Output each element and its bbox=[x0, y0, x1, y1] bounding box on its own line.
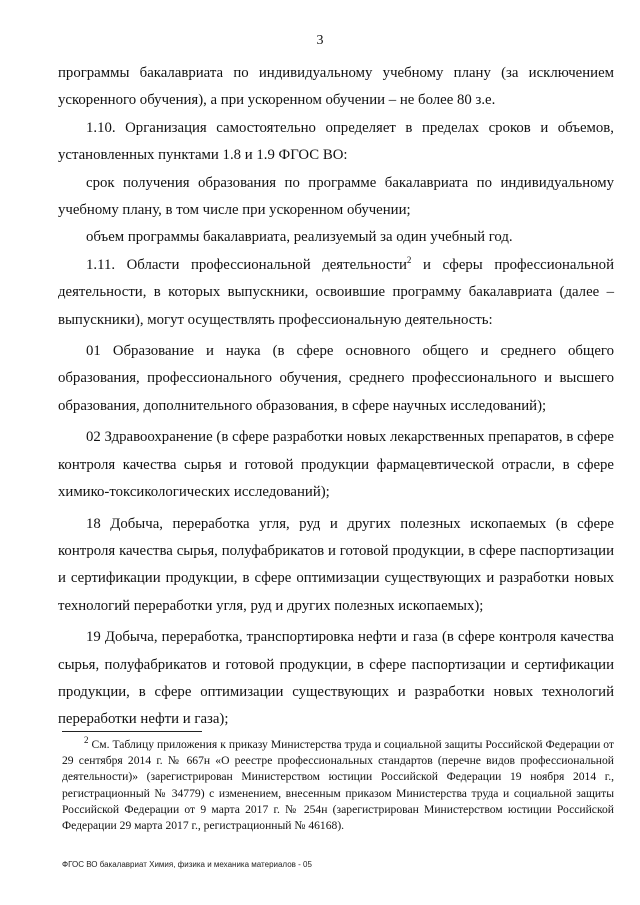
footnote-text: См. Таблицу приложения к приказу Министерства труда и социальной защиты Российской Федерации от 29 сентября 2014 г. № 667н «О реестре профессиональных стандартов (перечне видов профессиональной деятельности)» (зарегистрирован Министерством юстиции Российской Федерации 19 ноября 2014 г., регистрационный № 34779) с изменением, внесенным приказом Министерства труда и социальной защиты Российской Федерации от 9 марта 2017 г. № 254н (зарегистрирован Министерством юстиции Российской Федерации 29 марта 2017 г., регистрационный № 46168). bbox=[62, 738, 614, 833]
footnote-separator bbox=[62, 731, 202, 732]
area-19-oil-gas: 19 Добыча, переработка, транспортировка нефти и газа (в сфере контроля качества сырья, полуфабрикатов и готовой продукции, в сфере паспортизации и сертификации продукции, в сфере оптимизации существующих и разработки новых технологий переработки нефти и газа); bbox=[58, 629, 614, 728]
footnote bbox=[62, 737, 614, 834]
area-01-education: 01 Образование и наука (в сфере основного общего и среднего общего образования, профессионального обучения, среднего профессионального и высшего образования, дополнительного образования, в сфере научных исследований); bbox=[58, 343, 614, 414]
paragraph-1-11 bbox=[58, 252, 614, 334]
paragraph-volume: объем программы бакалавриата, реализуемый за один учебный год. bbox=[86, 229, 513, 246]
page-footer: ФГОС ВО бакалавриат Химия, физика и механика материалов - 05 bbox=[62, 860, 312, 869]
area-02-healthcare: 02 Здравоохранение (в сфере разработки новых лекарственных препаратов, в сфере контроля качества сырья и готовой продукции фармацевтической отрасли, в сфере химико-токсикологических исследований); bbox=[58, 429, 614, 501]
footnote-marker: 2 bbox=[84, 735, 89, 746]
paragraph-continuation: программы бакалавриата по индивидуальному учебному плану (за исключением ускоренного обучения), а при ускоренном обучении – не более 80 з.е. bbox=[58, 65, 614, 109]
footnote-reference: 2 bbox=[406, 254, 412, 265]
paragraph-1-11-end: и сферы профессиональной деятельности, в которых выпускники, освоившие программу бакалавриата (далее – выпускники), могут осуществлять профессиональную деятельность: bbox=[58, 256, 614, 328]
paragraph-term: срок получения образования по программе бакалавриата по индивидуальному учебному плану, в том числе при ускоренном обучении; bbox=[58, 174, 614, 219]
page-number: 3 bbox=[316, 33, 324, 48]
area-18-mining: 18 Добыча, переработка угля, руд и других полезных ископаемых (в сфере контроля качества сырья, полуфабрикатов и готовой продукции, в сфере паспортизации и сертификации продукции, в сфере оптимизации существующих и разработки новых технологий переработки угля, руд и других полезных ископаемых); bbox=[58, 515, 614, 614]
paragraph-1-11-start: 1.11. Области профессиональной деятельности bbox=[86, 256, 407, 273]
paragraph-1-10: 1.10. Организация самостоятельно определяет в пределах сроков и объемов, установленных пунктами 1.8 и 1.9 ФГОС ВО: bbox=[58, 119, 614, 164]
body-text bbox=[58, 60, 614, 734]
